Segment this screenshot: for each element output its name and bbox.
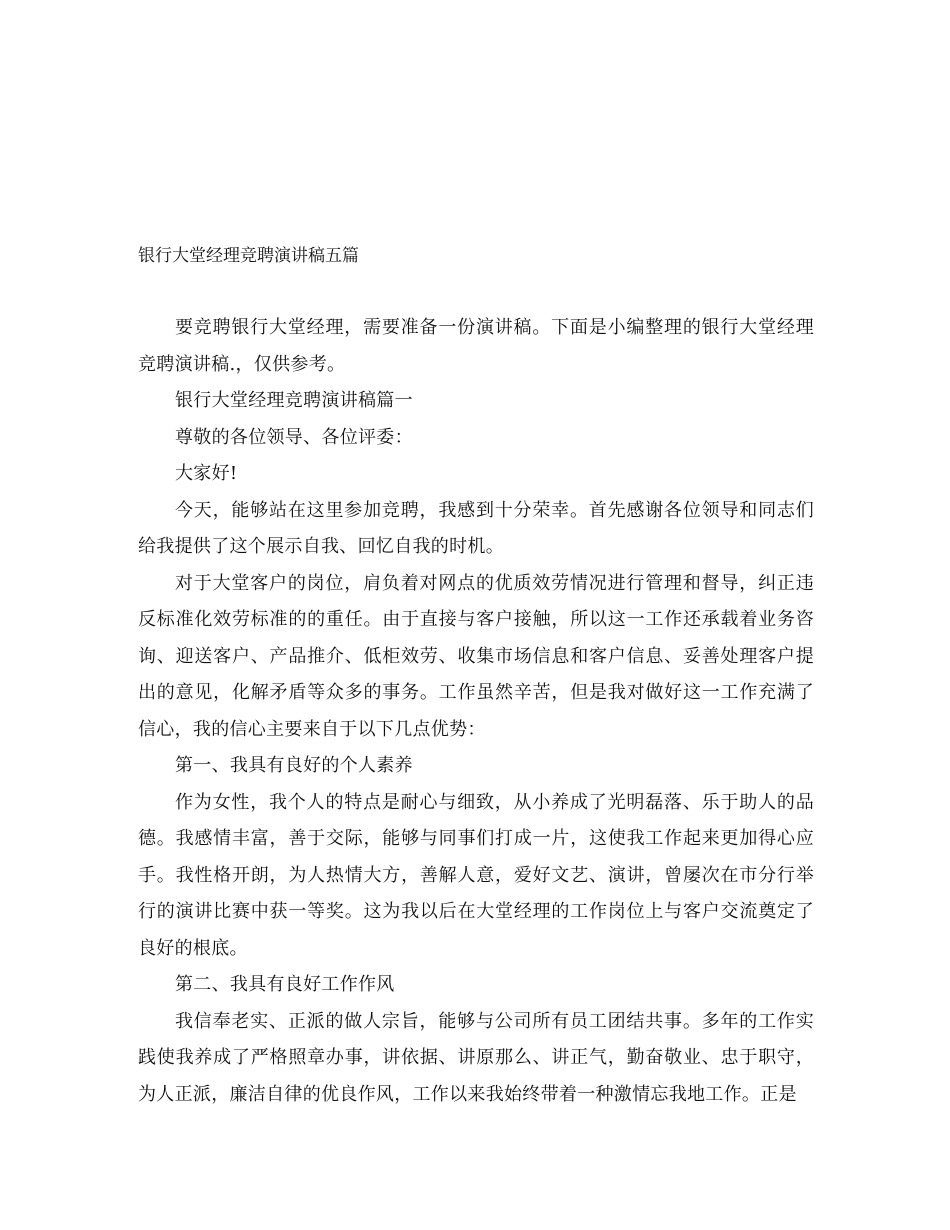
document-body — [138, 310, 814, 1113]
paragraph-point-two-heading: 第二、我具有良好工作作风 — [175, 974, 395, 995]
paragraph-point-one-heading: 第一、我具有良好的个人素养 — [175, 755, 413, 776]
paragraph-intro: 要竞聘银行大堂经理，需要准备一份演讲稿。下面是小编整理的银行大堂经理竞聘演讲稿.，仅供参考。 — [138, 317, 814, 375]
paragraph-role-description: 对于大堂客户的岗位，肩负着对网点的优质效劳情况进行管理和督导，纠正违反标准化效劳标准的的重任。由于直接与客户接触，所以这一工作还承载着业务咨询、迎送客户、产品推介、低柜效劳、收集市场信息和客户信息、妥善处理客户提出的意见，化解矛盾等众多的事务。工作虽然辛苦，但是我对做好这一工作充满了信心，我的信心主要来自于以下几点优势： — [138, 572, 814, 740]
paragraph-opening: 今天，能够站在这里参加竞聘，我感到十分荣幸。首先感谢各位领导和同志们给我提供了这个展示自我、回忆自我的时机。 — [138, 499, 814, 557]
paragraph-point-two-body: 我信奉老实、正派的做人宗旨，能够与公司所有员工团结共事。多年的工作实践使我养成了严格照章办事，讲依据、讲原那么、讲正气，勤奋敬业、忠于职守，为人正派，廉洁自律的优良作风，工作以来我始终带着一种激情忘我地工作。正是 — [138, 1010, 814, 1105]
paragraph-greeting: 大家好! — [175, 463, 238, 484]
document-title: 银行大堂经理竞聘演讲稿五篇 — [138, 246, 359, 266]
paragraph-salutation: 尊敬的各位领导、各位评委： — [175, 426, 413, 448]
paragraph-section-heading: 银行大堂经理竞聘演讲稿篇一 — [175, 390, 413, 411]
paragraph-point-one-body: 作为女性，我个人的特点是耐心与细致，从小养成了光明磊落、乐于助人的品德。我感情丰富，善于交际，能够与同事们打成一片，这使我工作起来更加得心应手。我性格开朗，为人热情大方，善解人意，爱好文艺、演讲，曾屡次在市分行举行的演讲比赛中获一等奖。这为我以后在大堂经理的工作岗位上与客户交流奠定了良好的根底。 — [138, 791, 814, 959]
